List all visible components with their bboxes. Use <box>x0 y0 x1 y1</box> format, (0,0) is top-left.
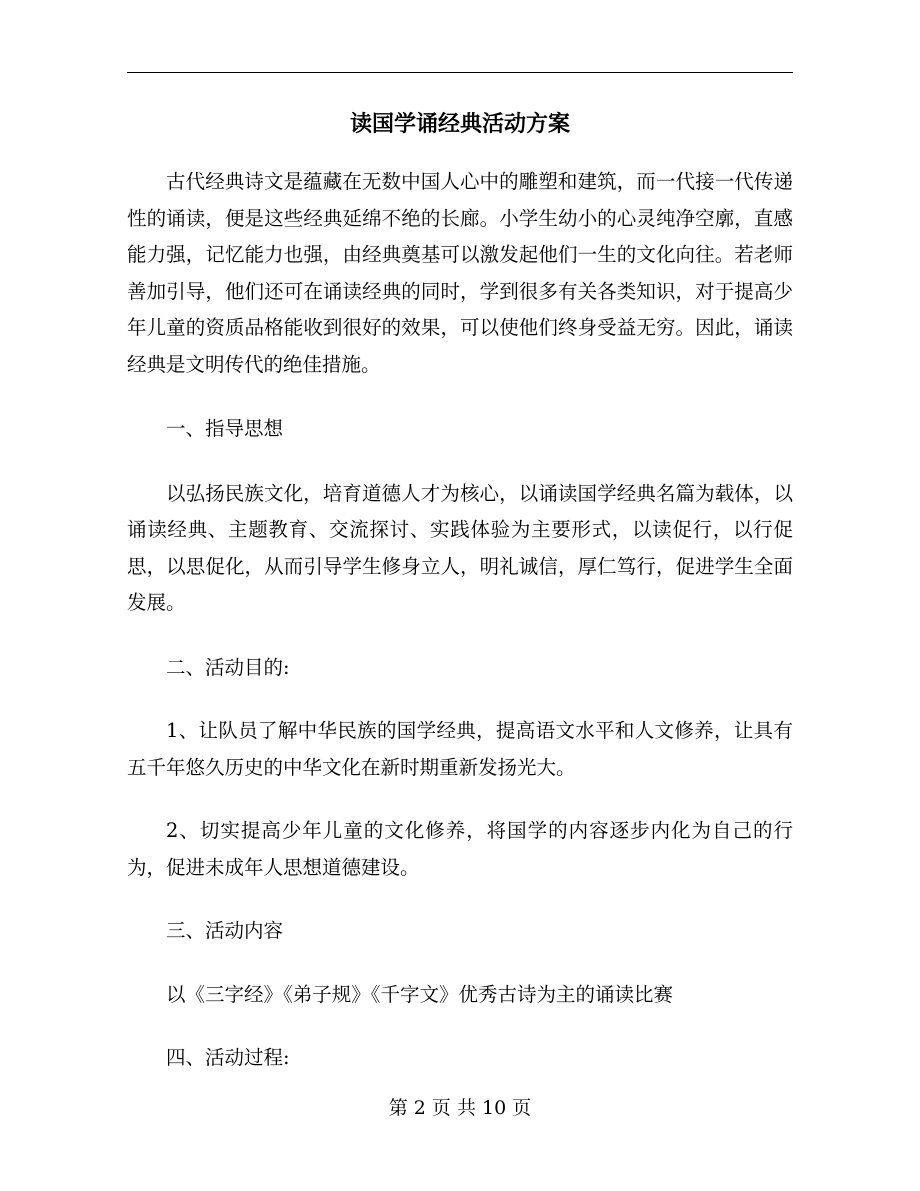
heading-activity-content: 三、活动内容 <box>166 919 284 942</box>
header-rule <box>127 72 793 73</box>
page-number-footer: 第 2 页 共 10 页 <box>388 1097 532 1119</box>
paragraph-activity-content: 以《三字经》《弟子规》《千字文》优秀古诗为主的诵读比赛 <box>166 982 674 1006</box>
paragraph-purpose-2: 2、切实提高少年儿童的文化修养，将国学的内容逐步内化为自己的行为，促进未成年人思想道德建设。 <box>127 819 793 879</box>
document-title: 读国学诵经典活动方案 <box>349 111 570 137</box>
paragraph-purpose-1: 1、让队员了解中华民族的国学经典，提高语文水平和人文修养，让具有五千年悠久历史的中华文化在新时期重新发扬光大。 <box>127 719 793 779</box>
document-body <box>127 164 793 1077</box>
heading-activity-process: 四、活动过程: <box>166 1046 290 1069</box>
heading-activity-purpose: 二、活动目的: <box>166 655 290 679</box>
heading-guiding-ideology: 一、指导思想 <box>166 417 284 440</box>
paragraph-intro: 古代经典诗文是蕴藏在无数中国人心中的雕塑和建筑，而一代接一代传递性的诵读，便是这些经典延绵不绝的长廊。小学生幼小的心灵纯净空廓，直感能力强，记忆能力也强，由经典奠基可以激发起他们一生的文化向往。若老师善加引导，他们还可在诵读经典的同时，学到很多有关各类知识，对于提高少年儿童的资质品格能收到很好的效果，可以使他们终身受益无穷。因此，诵读经典是文明传代的绝佳措施。 <box>127 170 793 376</box>
paragraph-guiding-ideology: 以弘扬民族文化，培育道德人才为核心，以诵读国学经典名篇为载体，以诵读经典、主题教育、交流探讨、实践体验为主要形式，以读促行，以行促思，以思促化，从而引导学生修身立人，明礼诚信，厚仁笃行，促进学生全面发展。 <box>127 481 793 614</box>
